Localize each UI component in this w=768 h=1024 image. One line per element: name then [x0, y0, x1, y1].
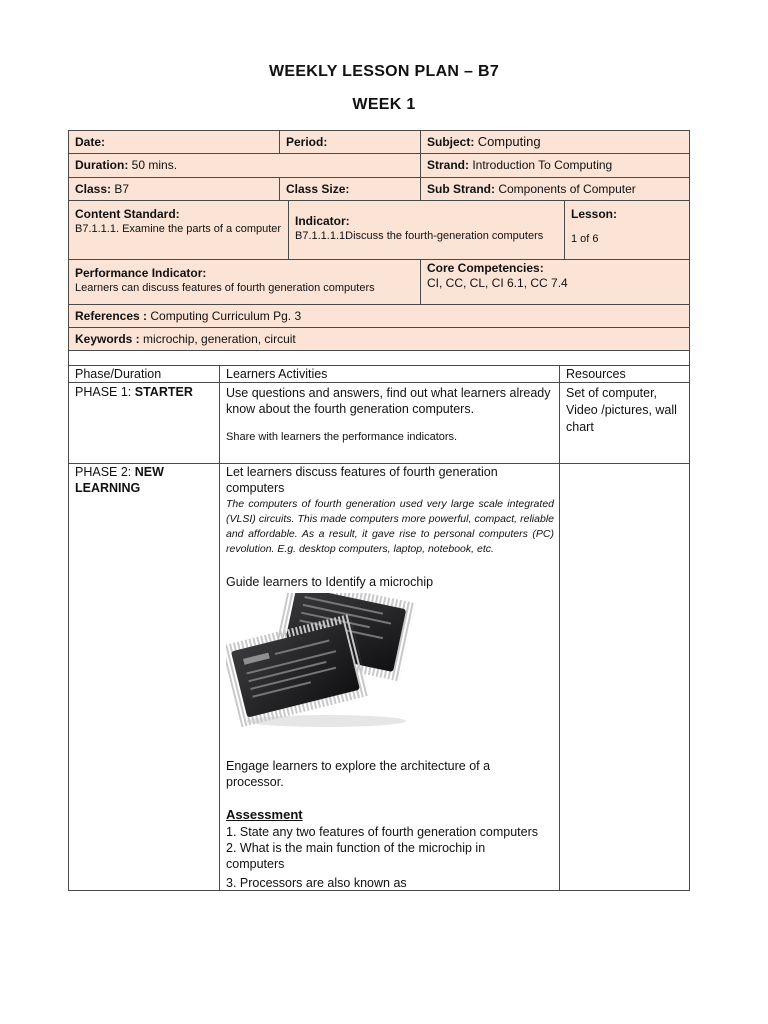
performance-label: Performance Indicator:: [75, 266, 207, 280]
page-title: WEEKLY LESSON PLAN – B7: [268, 63, 500, 80]
subject-value: Computing: [477, 134, 541, 149]
period-label: Period:: [286, 135, 328, 149]
performance-cell: [68, 259, 421, 305]
indicator-value: B7.1.1.1.1Discuss the fourth-generation computers: [295, 230, 544, 242]
content-standard-value: B7.1.1.1. Examine the parts of a computer: [75, 223, 282, 235]
phase2-activity-1: Let learners discuss features of fourth generation computers: [226, 465, 498, 495]
assessment-question-3: 3. Processors are also known as: [226, 876, 407, 890]
strand-value: Introduction To Computing: [472, 158, 613, 172]
keywords-cell: [68, 327, 690, 351]
class-label: Class:: [75, 182, 112, 196]
lesson-label: Lesson:: [571, 207, 618, 221]
core-label: Core Competencies:: [427, 261, 544, 275]
references-label: References :: [75, 309, 148, 323]
phase1-activities-cell: [219, 382, 560, 464]
sub-strand-value: Components of Computer: [498, 182, 636, 196]
phase1-prefix: PHASE 1:: [75, 385, 135, 399]
content-standard-cell: [68, 200, 289, 260]
phase1-resources-cell: Set of computer, Video /pictures, wall chart: [559, 382, 690, 464]
microchip-illustration: [226, 593, 416, 731]
phase1-cell: [68, 382, 220, 464]
week-title: WEEK 1: [352, 96, 416, 113]
subject-cell: [420, 130, 690, 154]
class-size-cell: [279, 177, 421, 201]
duration-cell: [68, 153, 421, 178]
phase1-activity-2: Share with learners the performance indicators.: [226, 431, 458, 443]
class-cell: [68, 177, 280, 201]
phase2-note: The computers of fourth generation used very large scale integrated (VLSI) circuits. This made computers more powerful, compact, reliable and affordable. As a result, it gave rise to personal computers (PC) revolution. E.g. desktop computers, laptop, notebook, etc.: [226, 498, 554, 555]
class-value: B7: [114, 182, 130, 196]
assessment-heading: [226, 807, 546, 823]
sub-strand-cell: [420, 177, 690, 201]
period-cell: [279, 130, 421, 154]
assessment-question-1: 1. State any two features of fourth generation computers: [226, 825, 538, 839]
indicator-cell: [288, 200, 565, 260]
core-competencies-cell: [420, 259, 690, 305]
date-cell: [68, 130, 280, 154]
phase2-resources-cell: [559, 463, 690, 891]
lesson-value: 1 of 6: [571, 233, 599, 245]
performance-value: Learners can discuss features of fourth generation computers: [75, 282, 375, 294]
indicator-label: Indicator:: [295, 214, 350, 228]
strand-label: Strand:: [427, 158, 469, 172]
duration-label: Duration:: [75, 158, 129, 172]
keywords-value: microchip, generation, circuit: [143, 332, 296, 346]
phase2-activity-3: Engage learners to explore the architecture of a processor.: [226, 759, 491, 789]
subject-label: Subject:: [427, 135, 475, 149]
col-activities-header: Learners Activities: [219, 365, 560, 383]
core-value: CI, CC, CL, CI 6.1, CC 7.4: [427, 276, 568, 290]
spacer-row: [68, 350, 690, 366]
col-phase-header: Phase/Duration: [68, 365, 220, 383]
assessment-label: Assessment: [226, 807, 303, 822]
class-size-label: Class Size:: [286, 182, 350, 196]
strand-cell: [420, 153, 690, 178]
phase2-prefix: PHASE 2:: [75, 465, 135, 479]
duration-value: 50 mins.: [131, 158, 178, 172]
sub-strand-label: Sub Strand:: [427, 182, 495, 196]
date-label: Date:: [75, 135, 106, 149]
keywords-label: Keywords :: [75, 332, 140, 346]
references-cell: [68, 304, 690, 328]
assessment-question-2: 2. What is the main function of the microchip in computers: [226, 841, 486, 871]
references-value: Computing Curriculum Pg. 3: [150, 309, 302, 323]
content-standard-label: Content Standard:: [75, 207, 180, 221]
lesson-cell: [564, 200, 690, 260]
microchip-image: [226, 593, 416, 731]
phase2-cell: [68, 463, 220, 891]
col-resources-header: Resources: [559, 365, 690, 383]
phase1-name: STARTER: [134, 385, 193, 399]
phase2-activity-2: Guide learners to Identify a microchip: [226, 575, 434, 589]
phase1-activity-1: Use questions and answers, find out what learners already know about the fourth generation computers.: [226, 386, 551, 416]
phase2-name: NEW LEARNING: [75, 465, 164, 495]
